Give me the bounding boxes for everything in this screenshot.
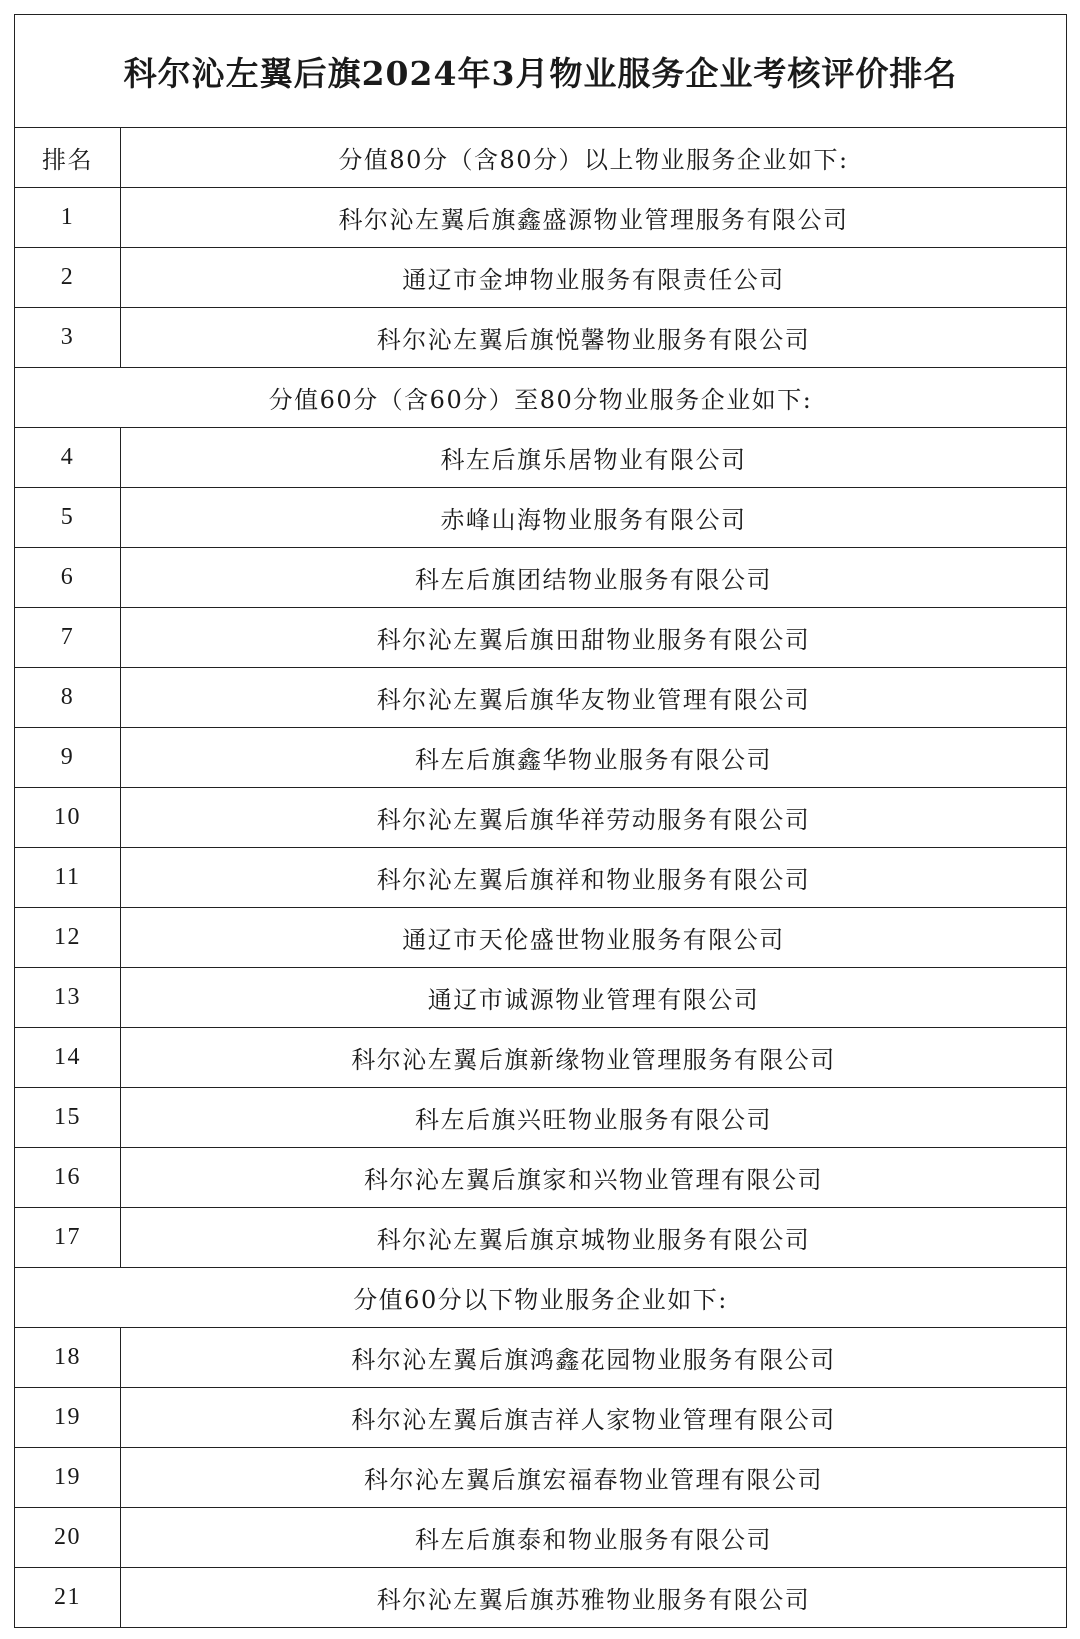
rank-cell: 2 bbox=[15, 248, 121, 308]
company-name-cell: 科尔沁左翼后旗祥和物业服务有限公司 bbox=[121, 848, 1067, 908]
rank-cell: 19 bbox=[15, 1388, 121, 1448]
company-name-cell: 通辽市金坤物业服务有限责任公司 bbox=[121, 248, 1067, 308]
table-row bbox=[15, 188, 1067, 248]
rank-cell: 8 bbox=[15, 668, 121, 728]
table-row bbox=[15, 1208, 1067, 1268]
company-name-cell: 科尔沁左翼后旗京城物业服务有限公司 bbox=[121, 1208, 1067, 1268]
company-name-cell: 科尔沁左翼后旗田甜物业服务有限公司 bbox=[121, 608, 1067, 668]
table-row bbox=[15, 608, 1067, 668]
company-name-cell: 通辽市天伦盛世物业服务有限公司 bbox=[121, 908, 1067, 968]
table-row bbox=[15, 1568, 1067, 1628]
header-row bbox=[15, 128, 1067, 188]
rank-cell: 3 bbox=[15, 308, 121, 368]
table-row bbox=[15, 728, 1067, 788]
rank-cell: 15 bbox=[15, 1088, 121, 1148]
table-row bbox=[15, 1148, 1067, 1208]
rank-cell: 17 bbox=[15, 1208, 121, 1268]
ranking-table bbox=[14, 14, 1067, 1628]
rank-cell: 11 bbox=[15, 848, 121, 908]
table-row bbox=[15, 1028, 1067, 1088]
company-name-cell: 科尔沁左翼后旗家和兴物业管理有限公司 bbox=[121, 1148, 1067, 1208]
table-row bbox=[15, 1388, 1067, 1448]
rank-cell: 10 bbox=[15, 788, 121, 848]
company-name-cell: 科尔沁左翼后旗新缘物业管理服务有限公司 bbox=[121, 1028, 1067, 1088]
rank-cell: 4 bbox=[15, 428, 121, 488]
table-row bbox=[15, 968, 1067, 1028]
company-name-cell: 科尔沁左翼后旗华友物业管理有限公司 bbox=[121, 668, 1067, 728]
table-row bbox=[15, 668, 1067, 728]
rank-cell: 9 bbox=[15, 728, 121, 788]
company-name-cell: 科尔沁左翼后旗苏雅物业服务有限公司 bbox=[121, 1568, 1067, 1628]
rank-cell: 7 bbox=[15, 608, 121, 668]
rank-cell: 12 bbox=[15, 908, 121, 968]
table-row bbox=[15, 1328, 1067, 1388]
title-row bbox=[15, 15, 1067, 128]
rank-cell: 19 bbox=[15, 1448, 121, 1508]
section-row bbox=[15, 368, 1067, 428]
rank-cell: 21 bbox=[15, 1568, 121, 1628]
rank-cell: 16 bbox=[15, 1148, 121, 1208]
rank-cell: 20 bbox=[15, 1508, 121, 1568]
company-name-cell: 科左后旗团结物业服务有限公司 bbox=[121, 548, 1067, 608]
company-name-cell: 科左后旗泰和物业服务有限公司 bbox=[121, 1508, 1067, 1568]
section-label: 分值60分以下物业服务企业如下: bbox=[15, 1268, 1067, 1328]
rank-column-header: 排名 bbox=[15, 128, 121, 188]
company-name-cell: 科尔沁左翼后旗华祥劳动服务有限公司 bbox=[121, 788, 1067, 848]
table-row bbox=[15, 788, 1067, 848]
company-name-cell: 科尔沁左翼后旗宏福春物业管理有限公司 bbox=[121, 1448, 1067, 1508]
company-name-cell: 科尔沁左翼后旗鸿鑫花园物业服务有限公司 bbox=[121, 1328, 1067, 1388]
table-row bbox=[15, 308, 1067, 368]
section-label-high: 分值80分（含80分）以上物业服务企业如下: bbox=[121, 128, 1067, 188]
company-name-cell: 科尔沁左翼后旗吉祥人家物业管理有限公司 bbox=[121, 1388, 1067, 1448]
rank-cell: 18 bbox=[15, 1328, 121, 1388]
table-row bbox=[15, 488, 1067, 548]
rank-cell: 13 bbox=[15, 968, 121, 1028]
company-name-cell: 科尔沁左翼后旗悦馨物业服务有限公司 bbox=[121, 308, 1067, 368]
rank-cell: 1 bbox=[15, 188, 121, 248]
rank-cell: 14 bbox=[15, 1028, 121, 1088]
table-row bbox=[15, 248, 1067, 308]
company-name-cell: 科尔沁左翼后旗鑫盛源物业管理服务有限公司 bbox=[121, 188, 1067, 248]
company-name-cell: 科左后旗乐居物业有限公司 bbox=[121, 428, 1067, 488]
rank-cell: 5 bbox=[15, 488, 121, 548]
section-label: 分值60分（含60分）至80分物业服务企业如下: bbox=[15, 368, 1067, 428]
page-title: 科尔沁左翼后旗2024年3月物业服务企业考核评价排名 bbox=[15, 15, 1067, 128]
ranking-table-body bbox=[15, 15, 1067, 1628]
table-row bbox=[15, 1508, 1067, 1568]
table-row bbox=[15, 908, 1067, 968]
table-row bbox=[15, 548, 1067, 608]
company-name-cell: 科左后旗鑫华物业服务有限公司 bbox=[121, 728, 1067, 788]
table-row bbox=[15, 428, 1067, 488]
rank-cell: 6 bbox=[15, 548, 121, 608]
table-row bbox=[15, 848, 1067, 908]
company-name-cell: 通辽市诚源物业管理有限公司 bbox=[121, 968, 1067, 1028]
table-row bbox=[15, 1448, 1067, 1508]
table-row bbox=[15, 1088, 1067, 1148]
company-name-cell: 赤峰山海物业服务有限公司 bbox=[121, 488, 1067, 548]
company-name-cell: 科左后旗兴旺物业服务有限公司 bbox=[121, 1088, 1067, 1148]
section-row bbox=[15, 1268, 1067, 1328]
